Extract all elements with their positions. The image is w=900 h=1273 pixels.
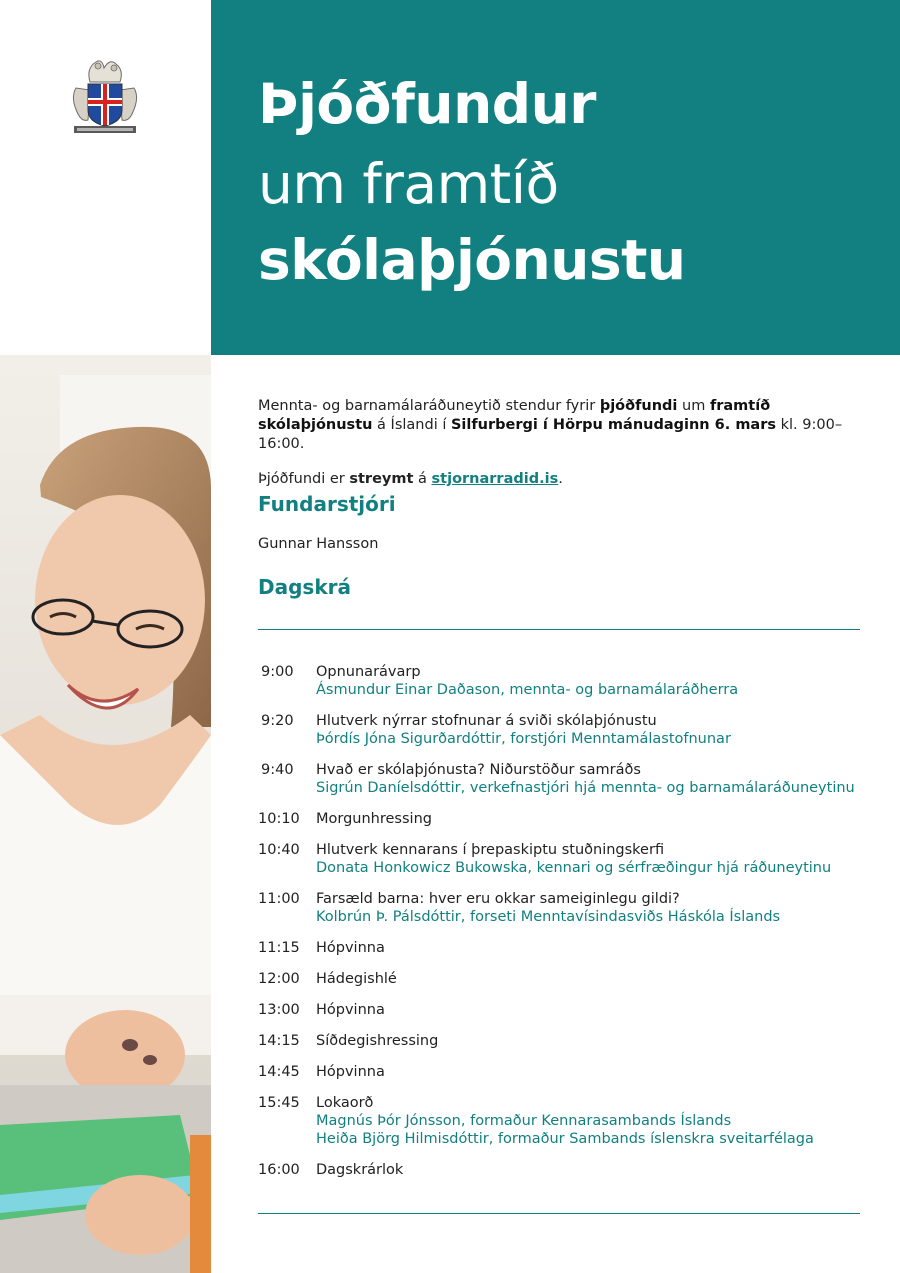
agenda-speaker: Donata Honkowicz Bukowska, kennari og sérfræðingur hjá ráðuneytinu bbox=[316, 860, 832, 876]
agenda-description bbox=[316, 970, 860, 988]
agenda-item-title: Opnunarávarp bbox=[316, 664, 421, 680]
stream-text: á bbox=[413, 471, 432, 487]
agenda-row bbox=[258, 1063, 860, 1081]
agenda-row bbox=[258, 841, 860, 877]
intro-text: kl. 9:00–16:00. bbox=[258, 417, 843, 452]
logo-area bbox=[0, 0, 211, 355]
agenda-description bbox=[316, 761, 860, 797]
agenda-speaker: Heiða Björg Hilmisdóttir, formaður Sambands íslenskra sveitarfélaga bbox=[316, 1131, 814, 1147]
agenda-description bbox=[316, 810, 860, 828]
divider-bottom bbox=[258, 1213, 860, 1214]
chair-heading: Fundarstjóri bbox=[258, 492, 396, 516]
stream-text: . bbox=[558, 471, 563, 487]
agenda-list bbox=[258, 663, 860, 1192]
agenda-time: 9:00 bbox=[261, 664, 294, 680]
agenda-description bbox=[316, 663, 860, 699]
title-banner bbox=[211, 0, 900, 355]
agenda-item-title: Lokaorð bbox=[316, 1095, 374, 1111]
intro-paragraph bbox=[258, 397, 860, 454]
agenda-description bbox=[316, 890, 860, 926]
agenda-time: 14:45 bbox=[258, 1064, 300, 1080]
agenda-time: 9:40 bbox=[261, 762, 294, 778]
agenda-description bbox=[316, 1094, 860, 1148]
agenda-row bbox=[258, 1001, 860, 1019]
agenda-row bbox=[258, 890, 860, 926]
agenda-time: 11:15 bbox=[258, 940, 300, 956]
agenda-time: 14:15 bbox=[258, 1033, 300, 1049]
agenda-time: 11:00 bbox=[258, 891, 300, 907]
agenda-time: 13:00 bbox=[258, 1002, 300, 1018]
agenda-item-title: Hvað er skólaþjónusta? Niðurstöður samráðs bbox=[316, 762, 641, 778]
agenda-time: 10:10 bbox=[258, 811, 300, 827]
intro-text-bold: framtíð skólaþjónustu bbox=[258, 398, 771, 433]
title-line-3: skólaþjónustu bbox=[258, 228, 686, 292]
agenda-item-title: Hádegishlé bbox=[316, 971, 397, 987]
agenda-row bbox=[258, 1094, 860, 1148]
intro-text: á Íslandi í bbox=[372, 417, 451, 433]
agenda-speaker: Ásmundur Einar Daðason, mennta- og barnamálaráðherra bbox=[316, 682, 739, 698]
divider-top bbox=[258, 629, 860, 630]
agenda-description bbox=[316, 841, 860, 877]
agenda-description bbox=[316, 1032, 860, 1050]
intro-text: Mennta- og barnamálaráðuneytið stendur fyrir bbox=[258, 398, 600, 414]
agenda-description bbox=[316, 712, 860, 748]
agenda-speaker: Kolbrún Þ. Pálsdóttir, forseti Menntavísindasviðs Háskóla Íslands bbox=[316, 909, 781, 925]
title-line-2: um framtíð bbox=[258, 152, 559, 216]
agenda-row bbox=[258, 939, 860, 957]
agenda-item-title: Síðdegishressing bbox=[316, 1033, 439, 1049]
coat-of-arms-icon bbox=[68, 58, 142, 138]
agenda-item-title: Hópvinna bbox=[316, 940, 385, 956]
agenda-row bbox=[258, 712, 860, 748]
agenda-speaker: Sigrún Daníelsdóttir, verkefnastjóri hjá mennta- og barnamálaráðuneytinu bbox=[316, 780, 855, 796]
stream-paragraph bbox=[258, 471, 860, 487]
agenda-row bbox=[258, 663, 860, 699]
intro-text: um bbox=[677, 398, 710, 414]
agenda-item-title: Morgunhressing bbox=[316, 811, 432, 827]
agenda-row bbox=[258, 970, 860, 988]
agenda-time: 10:40 bbox=[258, 842, 300, 858]
agenda-item-title: Hlutverk nýrrar stofnunar á sviði skólaþjónustu bbox=[316, 713, 657, 729]
intro-section bbox=[258, 397, 860, 487]
agenda-time: 9:20 bbox=[261, 713, 294, 729]
agenda-description bbox=[316, 939, 860, 957]
agenda-row bbox=[258, 761, 860, 797]
agenda-speaker: Þórdís Jóna Sigurðardóttir, forstjóri Menntamálastofnunar bbox=[316, 731, 731, 747]
agenda-speaker: Magnús Þór Jónsson, formaður Kennarasambands Íslands bbox=[316, 1113, 732, 1129]
intro-text-bold: Silfurbergi í Hörpu mánudaginn 6. mars bbox=[450, 417, 776, 433]
agenda-description bbox=[316, 1001, 860, 1019]
agenda-item-title: Dagskrárlok bbox=[316, 1162, 404, 1178]
agenda-item-title: Hópvinna bbox=[316, 1064, 385, 1080]
agenda-item-title: Hlutverk kennarans í þrepaskiptu stuðningskerfi bbox=[316, 842, 665, 858]
chair-name: Gunnar Hansson bbox=[258, 536, 379, 552]
agenda-time: 15:45 bbox=[258, 1095, 300, 1111]
intro-text-bold: þjóðfundi bbox=[599, 398, 678, 414]
agenda-heading: Dagskrá bbox=[258, 575, 351, 599]
agenda-item-title: Farsæld barna: hver eru okkar sameiginlegu gildi? bbox=[316, 891, 680, 907]
agenda-description bbox=[316, 1161, 860, 1179]
agenda-time: 16:00 bbox=[258, 1162, 300, 1178]
title-line-1: Þjóðfundur bbox=[258, 72, 596, 136]
stream-link[interactable]: stjornarradid.is bbox=[431, 471, 559, 487]
agenda-time: 12:00 bbox=[258, 971, 300, 987]
agenda-row bbox=[258, 1032, 860, 1050]
agenda-description bbox=[316, 1063, 860, 1081]
stream-text-bold: streymt bbox=[349, 471, 414, 487]
agenda-row bbox=[258, 1161, 860, 1179]
woman-photo bbox=[0, 355, 211, 1273]
stream-text: Þjóðfundi er bbox=[258, 471, 350, 487]
agenda-row bbox=[258, 810, 860, 828]
agenda-item-title: Hópvinna bbox=[316, 1002, 385, 1018]
